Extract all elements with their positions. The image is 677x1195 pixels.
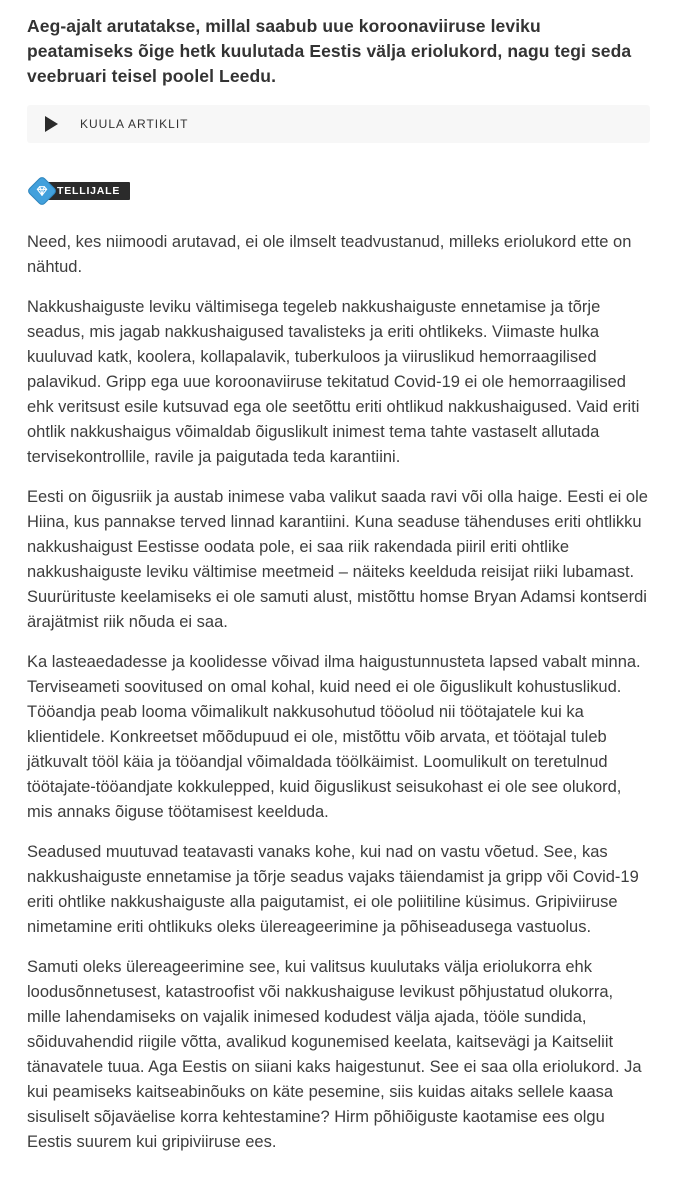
- paragraph: Eesti on õigusriik ja austab inimese vaba valikut saada ravi või olla haige. Eesti ei ole Hiina, kus pannakse terved linnad karantiini. Kuna seaduse tähenduses eriti ohtlikku nakkushaigust Eestisse oodata pole, ei saa riik rakendada piiril eriti ohtlike nakkushaiguste leviku vältimise meetmeid – näiteks keelduda reisijat riiki lubamast. Suurürituste keelamiseks ei ole samuti alust, mistõttu homse Bryan Adamsi kontserdi ärajätmist riik nõuda ei saa.: [27, 488, 648, 631]
- paragraph: Seadused muutuvad teatavasti vanaks kohe, kui nad on vastu võetud. See, kas nakkushaiguste ennetamise ja tõrje seadus vajaks täiendamist ja gripp või Covid-19 eriti ohtlike nakkushaiguste alla paigutamist, ei ole poliitiline küsimus. Gripiviiruse nimetamine eriti ohtlikuks oleks ülereageerimine ja põhiseadusega vastuolus.: [27, 843, 639, 936]
- paragraph: Samuti oleks ülereageerimine see, kui valitsus kuulutaks välja eriolukorra ehk loodusõnnetusest, katastroofist või nakkushaiguse levikust põhjustatud olukorra, mille lahendamiseks on vajalik inimesed kodudest välja ajada, tööle sundida, sõiduvahendid riigile võtta, avalikud kogunemised keelata, kaitsevägi ja Kaitseliit tänavatele tuua. Aga Eestis on siiani kaks haigestunut. See ei saa olla eriolukord. Ja kui peamiseks kaitseabinõuks on käte pesemine, siis kuidas aitaks sellele kaasa sisuliselt sõjaväelise korra kehtestamine? Hirm põhiõiguste kaotamise ees olgu Eestis suurem kui gripiviiruse ees.: [27, 958, 642, 1151]
- diamond-gem-icon: [26, 175, 57, 206]
- paragraph: Ka lasteaedadesse ja koolidesse võivad ilma haigustunnusteta lapsed vabalt minna. Terviseameti soovitused on omal kohal, kuid need ei ole õiguslikult kohustuslikud. Tööandja peab looma võimalikult nakkusohutud tööolud nii töötajatele kui ka klientidele. Konkreetset mõõdupuud ei ole, mistõttu võib arvata, et töötajal tuleb jätkuvalt tööl käia ja tööandjal võimaldada töölkäimist. Loomulikult on teretulnud töötajate-tööandjate kokkulepped, kuid õiguslikust seisukohast ei ole see olukord, mis annaks õiguse töötamisest keelduda.: [27, 653, 641, 821]
- article-lead: Aeg-ajalt arutatakse, millal saabub uue koroonaviiruse leviku peatamiseks õige hetk kuulutada Eestis välja eriolukord, nagu tegi seda veebruari teisel poolel Leedu.: [27, 16, 632, 86]
- subscriber-badge-label: TELLIJALE: [41, 182, 130, 200]
- play-icon: [45, 116, 58, 132]
- paragraph: Nakkushaiguste leviku vältimisega tegeleb nakkushaiguste ennetamise ja tõrje seadus, mis jagab nakkushaigused tavalisteks ja eriti ohtlikeks. Viimaste hulka kuuluvad katk, koolera, kollapalavik, tuberkuloos ja viiruslikud hemorraagilised palavikud. Gripp ega uue koroonaviiruse tekitatud Covid-19 ei ole hemorraagilised ehk veritsust esile kutsuvad ega ole seetõttu eriti ohtlikud nakkushaigused. Vaid eriti ohtlik nakkushaigus võimaldab õiguslikult inimest tema tahte vastaselt allutada tervisekontrollile, ravile ja paigutada teda karantiini.: [27, 298, 640, 466]
- subscriber-badge: [27, 176, 650, 206]
- article-body: [27, 230, 650, 1155]
- listen-article-label: KUULA ARTIKLIT: [80, 117, 189, 131]
- paragraph: Need, kes niimoodi arutavad, ei ole ilmselt teadvustanud, milleks eriolukord ette on nähtud.: [27, 233, 632, 276]
- listen-article-button[interactable]: [27, 105, 650, 143]
